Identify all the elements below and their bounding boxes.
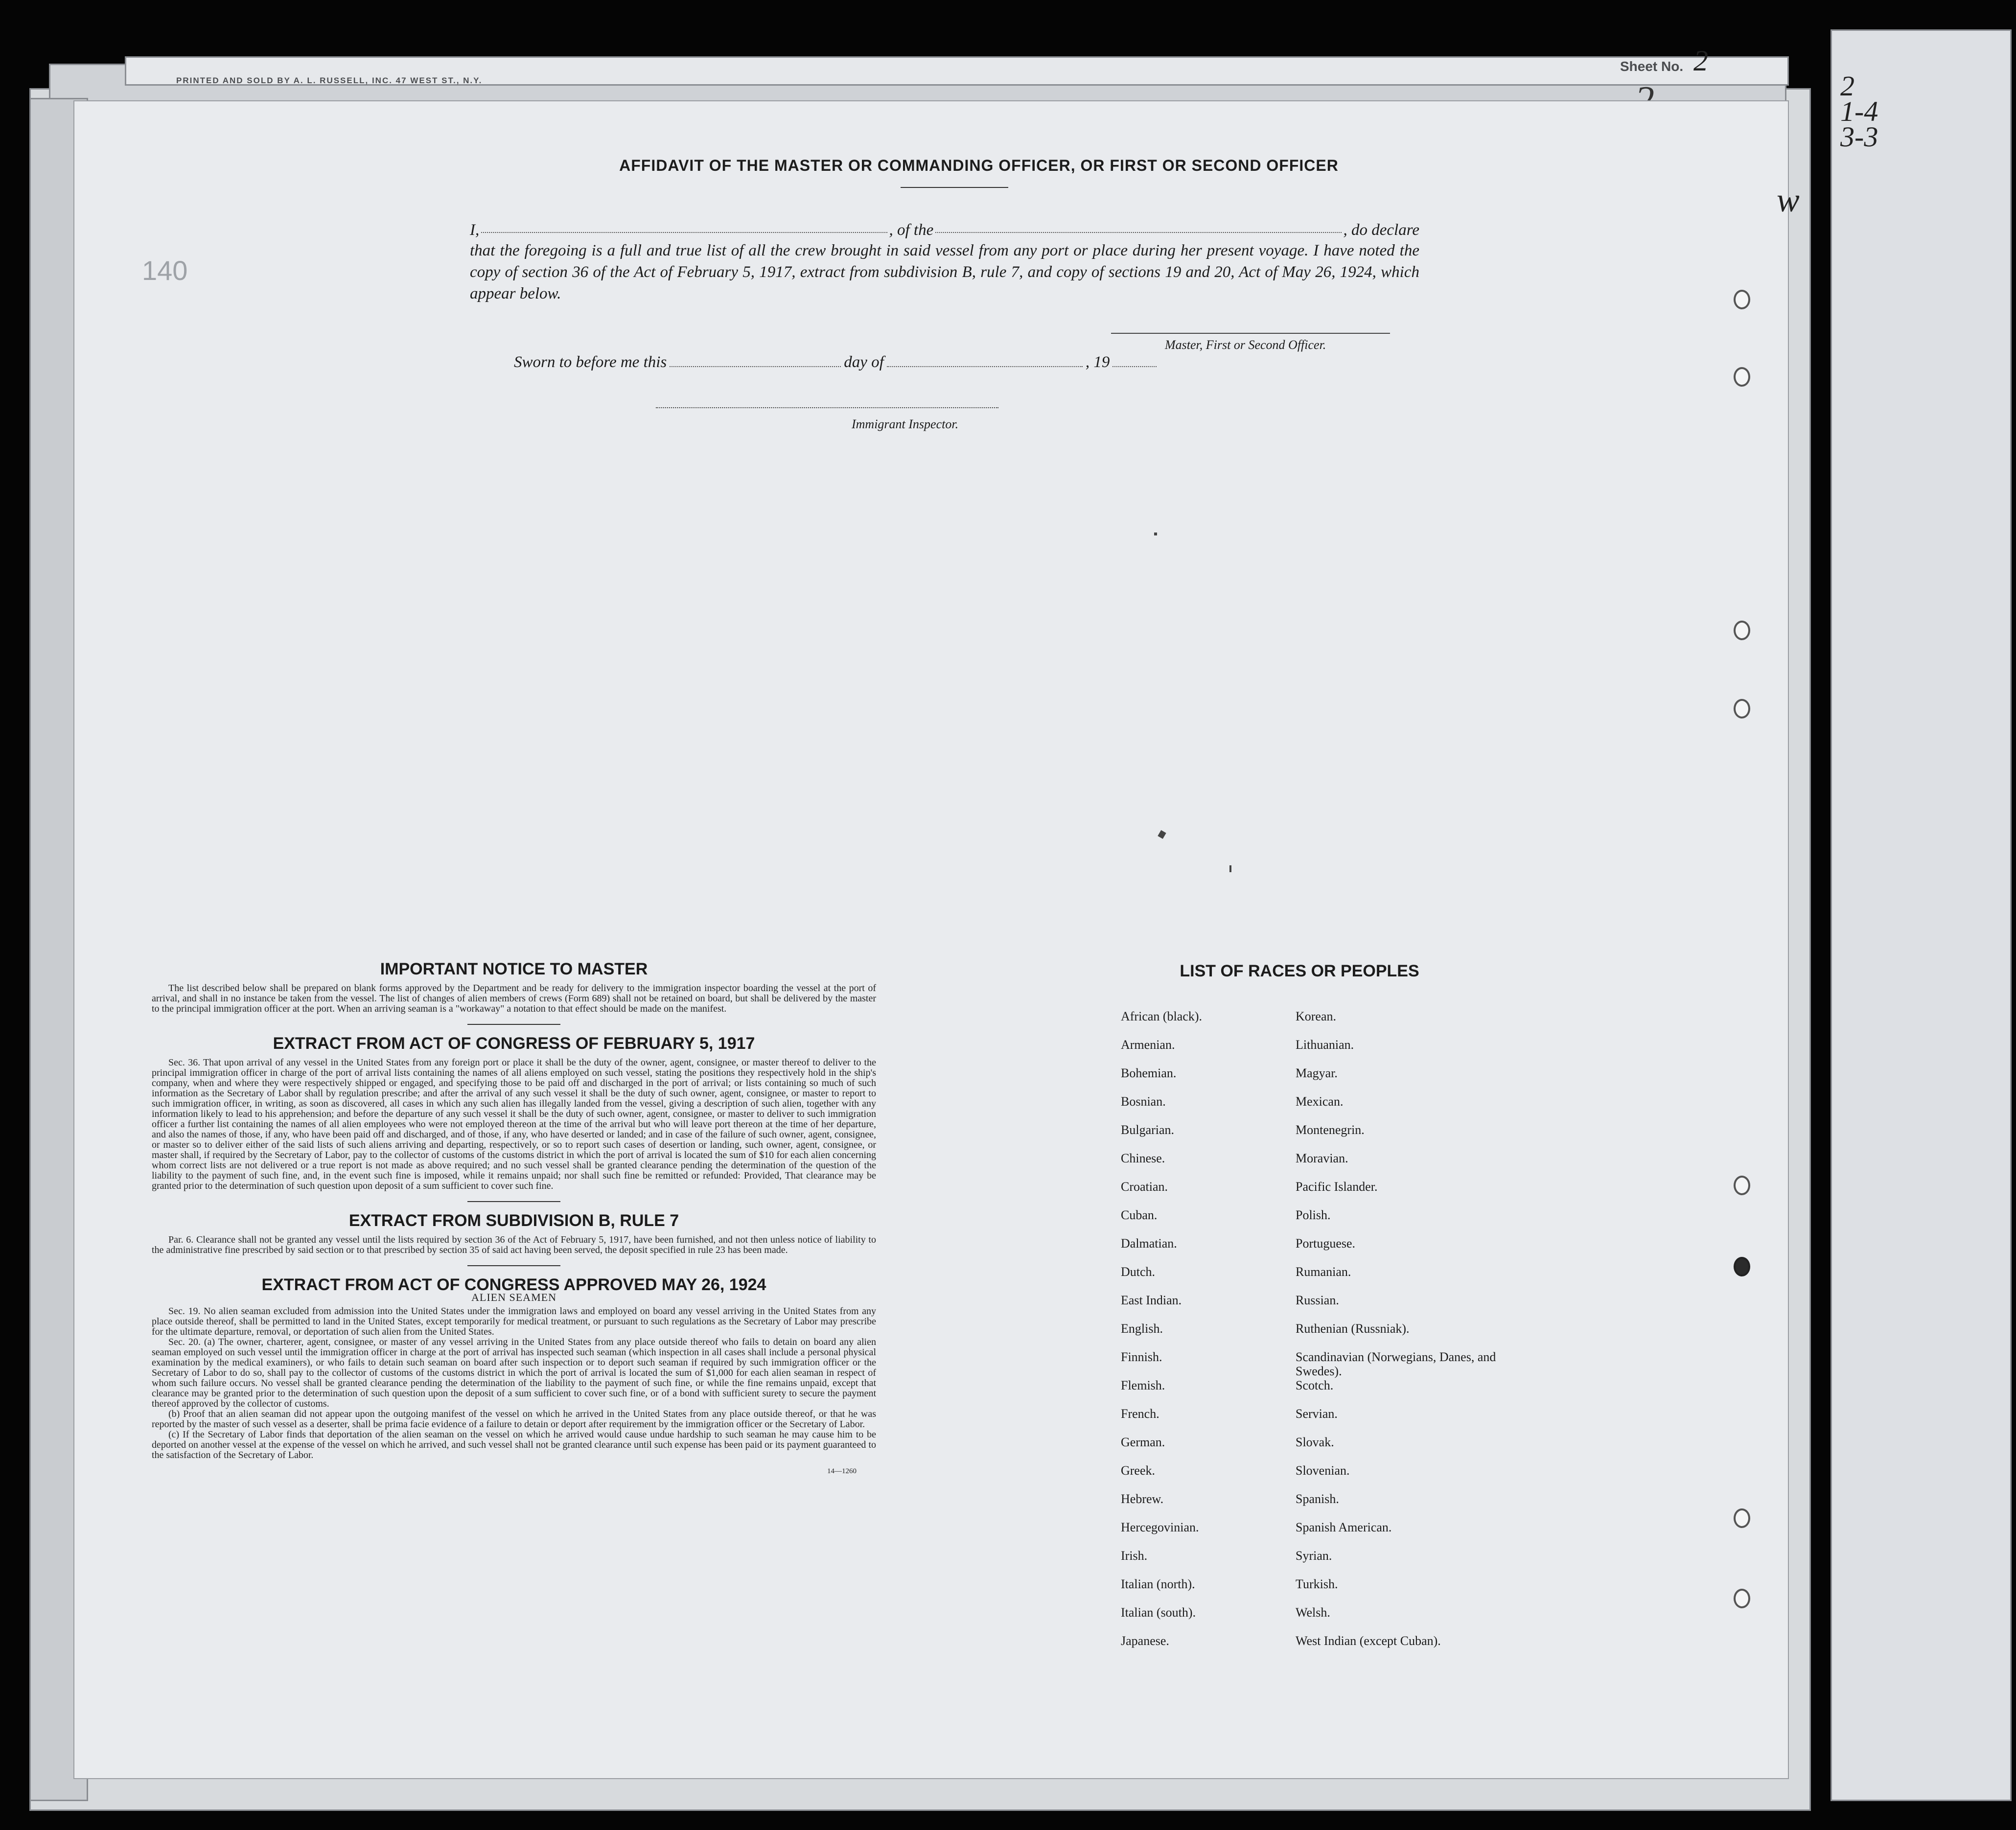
race-item: Welsh. <box>1296 1605 1330 1620</box>
form-number: 14—1260 <box>827 1467 857 1475</box>
race-item: Syrian. <box>1296 1549 1332 1563</box>
binder-hole <box>1734 621 1750 640</box>
sworn-prefix: Sworn to before me this <box>514 353 667 371</box>
race-item: Russian. <box>1296 1293 1339 1307</box>
race-item: Finnish. <box>1121 1350 1162 1364</box>
race-item: Lithuanian. <box>1296 1038 1354 1052</box>
sworn-year-label: , 19 <box>1085 353 1110 371</box>
race-item: Cuban. <box>1121 1208 1158 1222</box>
notice-text: The list described below shall be prepared on blank forms approved by the Department and be ready for delivery to the immigration inspector boarding the vessel at the port of arrival, and shall in no instance be taken from the vessel. The list of changes of alien members of crews (Form 689) shall not be retained on board, but shall be delivered by the master to the principal immigration officer at the port. When an arriving seaman is a "workaway" a notation to that effect should be made on the manifest. <box>152 983 876 1014</box>
race-item: Spanish. <box>1296 1492 1339 1506</box>
race-item: Japanese. <box>1121 1634 1169 1648</box>
notice-column <box>152 960 876 1477</box>
sworn-day-label: day of <box>844 353 884 371</box>
race-item: Greek. <box>1121 1463 1156 1478</box>
race-item: Bulgarian. <box>1121 1123 1175 1137</box>
vessel-name-field[interactable] <box>935 219 1341 233</box>
binder-hole <box>1734 367 1750 387</box>
master-signature-field[interactable] <box>1111 333 1390 334</box>
inspector-signature-field[interactable] <box>656 407 998 408</box>
race-item: Bohemian. <box>1121 1066 1177 1080</box>
race-item: Magyar. <box>1296 1066 1338 1080</box>
race-item: Hebrew. <box>1121 1492 1164 1506</box>
binder-hole <box>1734 290 1750 309</box>
race-item: Portuguese. <box>1296 1236 1356 1251</box>
binder-hole <box>1734 1176 1750 1195</box>
race-item: Italian (south). <box>1121 1605 1196 1620</box>
race-item: Italian (north). <box>1121 1577 1195 1591</box>
binder-hole <box>1734 1508 1750 1528</box>
ink-speck <box>1154 533 1157 535</box>
section-divider <box>467 1024 560 1025</box>
race-item: Dalmatian. <box>1121 1236 1177 1251</box>
race-item: English. <box>1121 1321 1163 1336</box>
affidavit-declaration-line <box>470 219 1419 241</box>
sworn-date-line <box>514 353 1159 371</box>
race-item: Flemish. <box>1121 1378 1165 1392</box>
extract-1917-text: Sec. 36. That upon arrival of any vessel in the United States from any foreign port or place it shall be the duty of the owner, agent, consignee, or master thereof to deliver to the principal immigration officer in charge of the port of arrival lists containing the names of all aliens employed on such vessel, stating the positions they respectively hold in the ship's company, when and where they were respectively shipped or engaged, and specifying those to be paid off and discharged in the port of arrival; or lists containing so much of such information as the Secretary of Labor shall by regulation prescribe; and after the arrival of any such vessel it shall be the duty of such owner, agent, consignee, or master to report to such immigration officer, in writing, as soon as discovered, all cases in which any such alien has illegally landed from the vessel, giving a description of such alien, together with any information likely to lead to his apprehension; and before the departure of any such vessel it shall be the duty of such owner, agent, consignee, or master to deliver to such immigration officer a further list containing the names of all alien employees who were not employed thereon at the time of the arrival but who will leave port thereon at the time of her departure, and also the names of those, if any, who have been paid off and discharged, and of those, if any, who have deserted or landed; and in case of the failure of such owner, agent, consignee, or master so to deliver either of the said lists of such aliens arriving and departing, respectively, or so to report such cases of desertion or landing, such owner, agent, consignee, or master shall, if required by the Secretary of Labor, pay to the collector of customs of the customs district in which the port of arrival is located the sum of $10 for each alien concerning whom correct lists are not delivered or a true report is not made as above required; and no such vessel shall be granted clearance pending the determination of the question of the liability to the payment of such fine, and, in the event such fine is imposed, while it remains unpaid; nor shall such fine be remitted or refunded: Provided, That clearance may be granted prior to the determination of such question upon deposit of a sum sufficient to cover such fine. <box>152 1057 876 1191</box>
race-item: Spanish American. <box>1296 1520 1392 1534</box>
race-item: Armenian. <box>1121 1038 1175 1052</box>
extract-1924-title: EXTRACT FROM ACT OF CONGRESS APPROVED MAY 26, 1924 <box>261 1275 766 1294</box>
sworn-year-field[interactable] <box>1112 353 1157 367</box>
notice-title: IMPORTANT NOTICE TO MASTER <box>380 960 648 978</box>
race-item: Croatian. <box>1121 1180 1168 1194</box>
extract-1924-sec20b: (b) Proof that an alien seaman did not appear upon the outgoing manifest of the vessel on which he arrived in the United States from any place outside thereof, or that he was reported by the master of such vessel as a deserter, shall be prima facie evidence of a failure to detain or deport after requirement by the immigration officer or the Secretary of Labor. <box>152 1409 876 1430</box>
sworn-day-field[interactable] <box>670 353 841 367</box>
extract-rule7-title: EXTRACT FROM SUBDIVISION B, RULE 7 <box>348 1211 679 1230</box>
inspector-label: Immigrant Inspector. <box>852 417 959 431</box>
extract-1917-title: EXTRACT FROM ACT OF CONGRESS OF FEBRUARY 5, 1917 <box>273 1034 755 1053</box>
extract-1924-subtitle: ALIEN SEAMEN <box>471 1291 556 1303</box>
sheet-number-label: Sheet No. <box>1620 59 1684 74</box>
race-item: Korean. <box>1296 1009 1337 1023</box>
race-item: Mexican. <box>1296 1094 1344 1109</box>
margin-handwriting: 2 1-4 3-3 <box>1840 70 1878 153</box>
race-item: Ruthenian (Russniak). <box>1296 1321 1410 1336</box>
race-item: German. <box>1121 1435 1165 1449</box>
race-item: Servian. <box>1296 1407 1338 1421</box>
vessel-prefix: , of the <box>889 221 934 239</box>
race-item: Hercegovinian. <box>1121 1520 1199 1534</box>
race-item: West Indian (except Cuban). <box>1296 1634 1441 1648</box>
faint-stamp-number: 140 <box>142 255 188 286</box>
master-signature-label: Master, First or Second Officer. <box>1165 338 1326 352</box>
race-item: Turkish. <box>1296 1577 1338 1591</box>
margin-handwriting-initial: w <box>1777 182 1800 219</box>
race-item: African (black). <box>1121 1009 1203 1023</box>
race-item: Slovak. <box>1296 1435 1334 1449</box>
race-item: French. <box>1121 1407 1159 1421</box>
race-item: Bosnian. <box>1121 1094 1166 1109</box>
race-item: Dutch. <box>1121 1265 1156 1279</box>
back-sheet-right <box>1831 29 2012 1801</box>
section-divider <box>467 1201 560 1202</box>
sworn-month-field[interactable] <box>887 353 1083 367</box>
race-item: Moravian. <box>1296 1151 1348 1165</box>
races-title: LIST OF RACES OR PEOPLES <box>1180 962 1419 980</box>
race-item: Slovenian. <box>1296 1463 1350 1478</box>
declarant-prefix: I, <box>470 221 480 239</box>
binder-hole <box>1734 1257 1750 1276</box>
section-divider <box>467 1265 560 1266</box>
race-item: Scandinavian (Norwegians, Danes, and Swedes). <box>1296 1350 1496 1378</box>
ink-speck <box>1229 865 1231 872</box>
binder-hole <box>1734 1589 1750 1608</box>
race-item: Chinese. <box>1121 1151 1165 1165</box>
extract-1924-sec20a: Sec. 20. (a) The owner, charterer, agent, consignee, or master of any vessel arriving in the United States from any place outside thereof who fails to detain on board any alien seaman employed on such vessel until the immigration officer in charge at the port of arrival has inspected such seaman (which inspection in all cases shall include a personal physical examination by the medical examiners), or who fails to detain such seaman on board after such inspection or to deport such seaman if required by such immigration officer or the Secretary of Labor to do so, shall pay to the collector of customs of the customs district in which the port of arrival is located the sum of $1,000 for each alien seaman in respect of whom such failure occurs. No vessel shall be granted clearance pending the determination of the liability to the payment of such fine, or while the fine remains unpaid, except that clearance may be granted prior to the determination of such question upon the deposit of a sum sufficient to cover such fine, or of a bond with sufficient surety to secure the payment thereof approved by the collector of customs. <box>152 1337 876 1409</box>
race-item: Pacific Islander. <box>1296 1180 1378 1194</box>
race-item: Scotch. <box>1296 1378 1334 1392</box>
binder-hole <box>1734 699 1750 718</box>
race-item: Montenegrin. <box>1296 1123 1365 1137</box>
extract-1924-sec19: Sec. 19. No alien seaman excluded from admission into the United States under the immigration laws and employed on board any vessel arriving in the United States from any place outside thereof, shall be permitted to land in the United States, except temporarily for medical treatment, or pursuant to such regulations as the Secretary of Labor may prescribe for the ultimate departure, removal, or deportation of such alien from the United States. <box>152 1306 876 1337</box>
title-divider <box>901 187 1008 188</box>
affidavit-title: AFFIDAVIT OF THE MASTER OR COMMANDING OFFICER, OR FIRST OR SECOND OFFICER <box>619 157 1339 174</box>
race-item: Irish. <box>1121 1549 1148 1563</box>
race-item: Rumanian. <box>1296 1265 1351 1279</box>
extract-1924-sec20c: (c) If the Secretary of Labor finds that deportation of the alien seaman on the vessel on which he arrived would cause undue hardship to such seaman he may cause him to be deported on another vessel at the expense of the vessel on which he arrived, and such vessel shall not be granted clearance until such expense has been paid or its payment guaranteed to the satisfaction of the Secretary of Labor. <box>152 1429 876 1460</box>
race-item: Polish. <box>1296 1208 1331 1222</box>
printer-imprint: PRINTED AND SOLD BY A. L. RUSSELL, INC. 47 WEST ST., N.Y. <box>176 76 483 85</box>
extract-rule7-text: Par. 6. Clearance shall not be granted any vessel until the lists required by section 36 of the Act of February 5, 1917, have been furnished, and not then unless notice of liability to the administrative fine prescribed by said section or to that prescribed by section 35 of said act having been served, the deposit specified in rule 23 has been made. <box>152 1234 876 1255</box>
sheet-number-value: 2 <box>1693 45 1708 77</box>
declare-suffix: , do declare <box>1343 221 1419 239</box>
affidavit-body: that the foregoing is a full and true list of all the crew brought in said vessel from any port or place during her present voyage. I have noted the copy of section 36 of the Act of February 5, 1917, extract from subdivision B, rule 7, and copy of sections 19 and 20, Act of May 26, 1924, which appear below. <box>470 242 1419 302</box>
races-list <box>1121 1009 1542 1662</box>
race-item: East Indian. <box>1121 1293 1182 1307</box>
declarant-name-field[interactable] <box>481 219 887 233</box>
